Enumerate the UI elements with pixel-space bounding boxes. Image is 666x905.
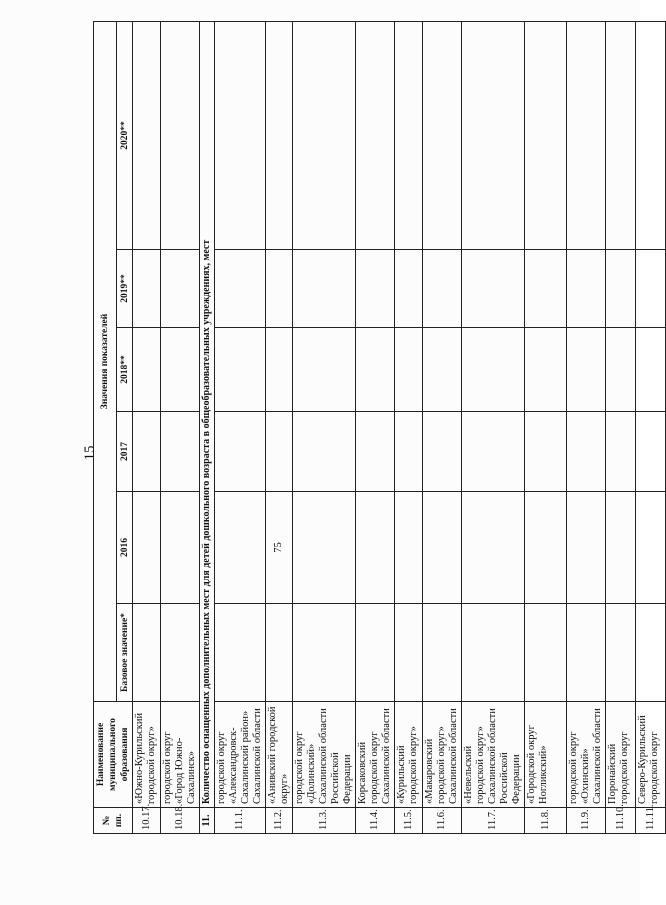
row-num: 11.11. bbox=[636, 808, 666, 834]
row-name: городской округ «Город Южно-Сахалинск» bbox=[161, 702, 200, 808]
header-2016: 2016 bbox=[117, 492, 133, 604]
row-name: Корсаковский городской округ Сахалинской области bbox=[356, 702, 395, 808]
table-row bbox=[356, 21, 395, 833]
row-num: 11.3. bbox=[293, 808, 356, 834]
table-row bbox=[161, 21, 200, 833]
header-2020: 2020** bbox=[117, 21, 133, 249]
indicators-table bbox=[93, 21, 666, 834]
row-name: «Анивский городской округ» bbox=[266, 702, 293, 808]
row-num: 11.9. bbox=[567, 808, 606, 834]
row-name: «Южно-Курильский городской округ» bbox=[133, 702, 161, 808]
section-title: Количество оснащенных дополнительных мест для детей дошкольного возраста в общеобразовательных учреждениях, мест bbox=[200, 21, 215, 807]
header-num: № пп. bbox=[94, 808, 133, 834]
table-row bbox=[395, 21, 423, 833]
row-num: 10.17. bbox=[133, 808, 161, 834]
header-2017: 2017 bbox=[117, 412, 133, 492]
table-row bbox=[423, 21, 462, 833]
header-base: Базовое значение* bbox=[117, 604, 133, 702]
row-name: Северо-Курильский городской округ bbox=[636, 702, 666, 808]
table-rotated-wrapper bbox=[93, 22, 660, 834]
row-num: 11.7. bbox=[462, 808, 525, 834]
row-name: городской округ «Охинский» Сахалинской области bbox=[567, 702, 606, 808]
row-num: 11.1. bbox=[215, 808, 266, 834]
table-row bbox=[525, 21, 567, 833]
row-name: «Городской округ Ногликский» bbox=[525, 702, 567, 808]
row-name: городской округ «Долинский» Сахалинской области Российской Федерации bbox=[293, 702, 356, 808]
table-row bbox=[293, 21, 356, 833]
row-num: 11.2. bbox=[266, 808, 293, 834]
header-2018: 2018** bbox=[117, 328, 133, 412]
row-num: 11.8. bbox=[525, 808, 567, 834]
header-2019: 2019** bbox=[117, 250, 133, 328]
table-row bbox=[133, 21, 161, 833]
table-row bbox=[567, 21, 606, 833]
row-num: 11.5. bbox=[395, 808, 423, 834]
page-number: 15 bbox=[82, 445, 98, 461]
row-num: 11.6. bbox=[423, 808, 462, 834]
table-row bbox=[636, 21, 666, 833]
row-name: городской округ «Александровск-Сахалинский район» Сахалинской области bbox=[215, 702, 266, 808]
row-name: «Невельский городской округ» Сахалинской области Российской Федерации bbox=[462, 702, 525, 808]
section-num: 11. bbox=[200, 808, 215, 834]
value-2016: 75 bbox=[266, 492, 293, 604]
row-name: «Макаровский городской округ» Сахалинской области bbox=[423, 702, 462, 808]
header-name: Наименование муниципального образования bbox=[94, 702, 133, 808]
table-row bbox=[606, 21, 636, 833]
header-values-group: Значения показателей bbox=[94, 21, 117, 701]
row-name: «Курильский городской округ» bbox=[395, 702, 423, 808]
row-num: 11.4. bbox=[356, 808, 395, 834]
row-name: Поронайский городской округ bbox=[606, 702, 636, 808]
table-row bbox=[462, 21, 525, 833]
row-num: 10.18. bbox=[161, 808, 200, 834]
section-row bbox=[200, 21, 215, 833]
table-row bbox=[266, 21, 293, 833]
table-row bbox=[215, 21, 266, 833]
row-num: 11.10. bbox=[606, 808, 636, 834]
